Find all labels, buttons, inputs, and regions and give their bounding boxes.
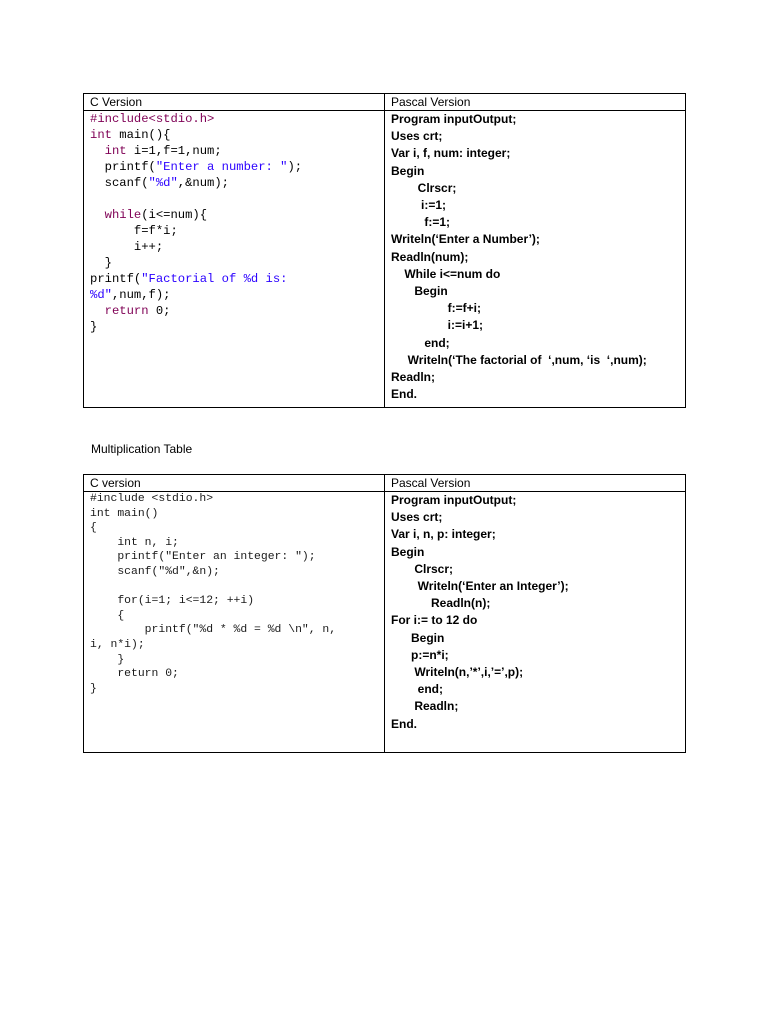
- code-line: Begin: [391, 284, 448, 299]
- code-token: 0;: [148, 304, 171, 318]
- code-line: {: [90, 609, 125, 622]
- code-token: %d": [90, 288, 112, 302]
- code-line: p:=n*i;: [391, 647, 449, 662]
- code-line: [90, 224, 178, 238]
- table-header-row: [84, 475, 686, 492]
- code-token: f=f*i;: [90, 224, 178, 238]
- code-token: main(){: [111, 128, 171, 142]
- code-line: [90, 128, 170, 142]
- code-line: scanf("%d",&n);: [90, 565, 220, 578]
- code-line: }: [90, 682, 97, 695]
- c-version-header: C Version: [90, 95, 143, 109]
- code-line: End.: [391, 387, 417, 402]
- code-line: i:=1;: [391, 198, 447, 213]
- code-line: int n, i;: [90, 536, 179, 549]
- code-line: Writeln(‘The factorial of ‘,num, ‘is ‘,num);: [391, 352, 647, 367]
- code-line: printf("%d * %d = %d \n", n,: [90, 624, 337, 637]
- code-token: [90, 304, 105, 318]
- code-line: end;: [391, 682, 444, 697]
- table-header-row: [84, 94, 686, 111]
- table-code-row: [84, 111, 686, 408]
- code-line: [90, 304, 170, 318]
- factorial-table: [83, 93, 686, 408]
- code-line: Uses crt;: [391, 510, 443, 525]
- code-token: ,&num);: [177, 176, 229, 190]
- code-token: "Factorial of %d is:: [141, 272, 288, 286]
- code-token: i=1,f=1,num;: [126, 144, 222, 158]
- c-code-cell: [84, 111, 385, 408]
- table-code-row: [84, 492, 686, 753]
- code-line: Var i, f, num: integer;: [391, 146, 511, 161]
- pascal-code-cell: [385, 492, 686, 753]
- code-line: End.: [391, 716, 417, 731]
- c-version-header: C version: [90, 476, 141, 490]
- code-line: return 0;: [90, 668, 179, 681]
- code-line: Readln;: [391, 699, 459, 714]
- code-line: #include <stdio.h>: [90, 493, 214, 505]
- c-version-header-cell: [84, 94, 385, 111]
- code-token: int: [104, 144, 127, 158]
- code-token: i++;: [90, 240, 164, 254]
- code-token: return: [104, 304, 149, 318]
- code-token: "%d": [148, 176, 178, 190]
- code-line: f:=f+i;: [391, 301, 482, 316]
- code-line: i:=i+1;: [391, 318, 484, 333]
- code-line: Var i, n, p: integer;: [391, 527, 496, 542]
- code-line: While i<=num do: [391, 266, 501, 281]
- code-line: {: [90, 522, 97, 535]
- code-token: printf(: [90, 160, 156, 174]
- pascal-version-header-cell: [385, 94, 686, 111]
- pascal-version-header: Pascal Version: [391, 476, 471, 490]
- code-line: Readln(n);: [391, 596, 491, 611]
- code-line: [90, 272, 287, 286]
- code-token: ,num,f);: [111, 288, 171, 302]
- code-line: Writeln(‘Enter an Integer’);: [391, 579, 569, 594]
- code-line: Begin: [391, 630, 445, 645]
- section-title: Multiplication Table: [91, 442, 193, 456]
- code-line: [90, 240, 163, 254]
- code-line: Begin: [391, 163, 425, 178]
- c-code-block: [90, 492, 384, 696]
- code-line: Uses crt;: [391, 129, 443, 144]
- code-line: Program inputOutput;: [391, 112, 517, 126]
- code-line: Readln(num);: [391, 249, 469, 264]
- pascal-code-block: [391, 492, 685, 733]
- code-line: [90, 288, 170, 302]
- code-line: f:=1;: [391, 215, 451, 230]
- code-token: #include<stdio.h>: [90, 112, 215, 126]
- code-token: printf(: [90, 272, 142, 286]
- code-token: }: [90, 320, 98, 334]
- code-line: for(i=1; i<=12; ++i): [90, 595, 255, 608]
- code-line: [90, 208, 207, 222]
- code-line: int main(): [90, 507, 159, 520]
- c-version-header-cell: [84, 475, 385, 492]
- code-token: "Enter a number: ": [155, 160, 288, 174]
- code-line: [90, 320, 97, 334]
- code-line: i, n*i);: [90, 638, 145, 651]
- code-line: [90, 176, 229, 190]
- code-token: );: [287, 160, 303, 174]
- code-line: [90, 160, 302, 174]
- code-line: printf("Enter an integer: ");: [90, 551, 316, 564]
- code-token: while: [104, 208, 142, 222]
- code-line: Readln;: [391, 370, 436, 385]
- code-line: Program inputOutput;: [391, 493, 517, 507]
- code-line: end;: [391, 335, 450, 350]
- pascal-code-block: [391, 111, 685, 403]
- code-line: [90, 112, 214, 126]
- c-code-block: [90, 111, 384, 335]
- code-line: [90, 256, 112, 270]
- pascal-version-header: Pascal Version: [391, 95, 471, 109]
- code-line: }: [90, 653, 125, 666]
- code-token: (i<=num){: [141, 208, 208, 222]
- code-line: Writeln(n,’*’,i,’=’,p);: [391, 665, 524, 680]
- code-token: int: [90, 128, 112, 142]
- code-token: [90, 208, 105, 222]
- code-token: scanf(: [90, 176, 149, 190]
- code-line: Clrscr;: [391, 180, 457, 195]
- code-line: For i:= to 12 do: [391, 613, 478, 628]
- code-line: Begin: [391, 544, 425, 559]
- code-token: [90, 144, 105, 158]
- code-token: }: [90, 256, 112, 270]
- pascal-code-cell: [385, 111, 686, 408]
- pascal-version-header-cell: [385, 475, 686, 492]
- code-line: Writeln(‘Enter a Number’);: [391, 232, 540, 247]
- code-line: [90, 144, 222, 158]
- c-code-cell: [84, 492, 385, 753]
- code-line: Clrscr;: [391, 561, 454, 576]
- multiplication-table: [83, 474, 686, 753]
